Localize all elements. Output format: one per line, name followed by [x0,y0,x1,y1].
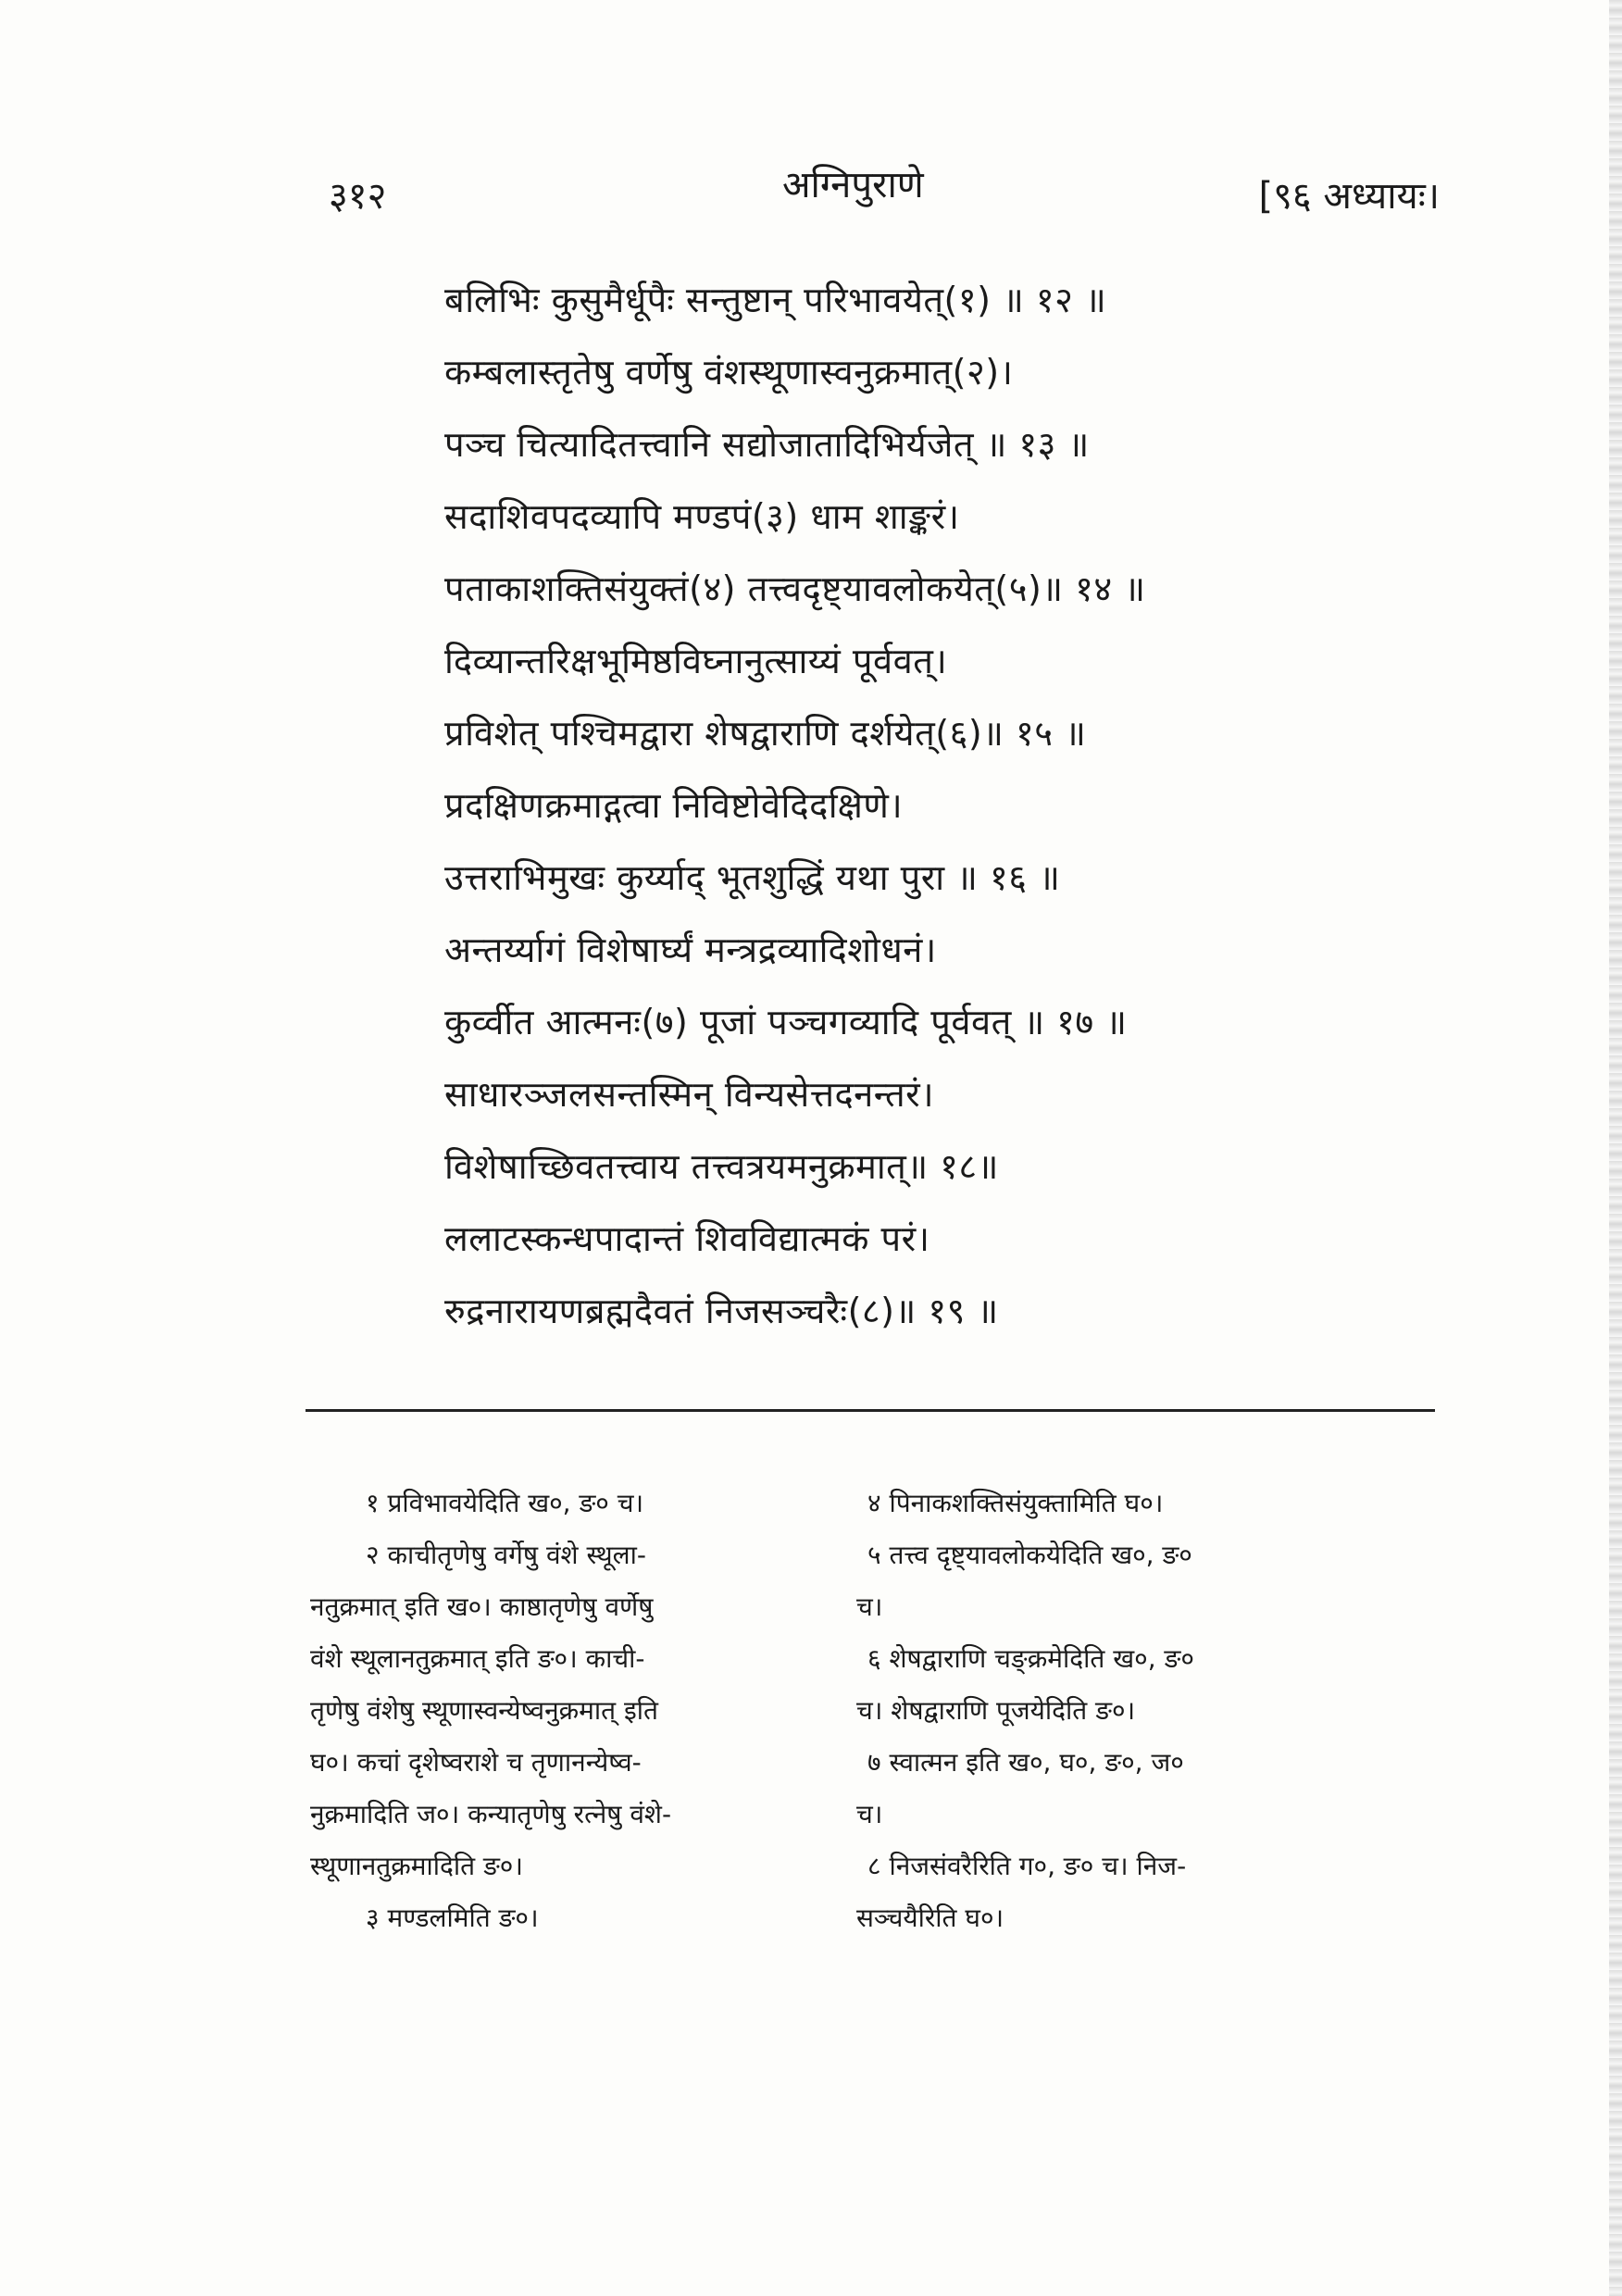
verse-line: कम्बलास्तृतेषु वर्णेषु वंशस्थूणास्वनुक्रमात्(२)। [444,352,1014,393]
page-header [329,157,1440,222]
footnote-line: ६ शेषद्वाराणि चङ्क्रमेदिति ख०, ङ० [867,1643,1194,1674]
footnotes-right-column [856,1478,1412,1944]
footnote-line: २ काचीतृणेषु वर्गेषु वंशे स्थूला- [366,1540,647,1570]
chapter-label: [९६ अध्यायः। [1258,175,1440,218]
verse-line: साधारञ्जलसन्तस्मिन् विन्यसेत्तदनन्तरं। [444,1074,935,1115]
footnote-line: च। [856,1591,883,1622]
verse-block [444,264,1463,1347]
footnote-line: स्थूणानतुक्रमादिति ङ०। [310,1851,523,1881]
footnote-line: १ प्रविभावयेदिति ख०, ङ० च। [366,1488,644,1518]
page-edge-shadow [1609,0,1622,2296]
verse-line: पञ्च चित्यादितत्त्वानि सद्योजातादिभिर्यजेत् ॥ १३ ॥ [444,424,1090,465]
verse-line: कुर्व्वीत आत्मनः(७) पूजां पञ्चगव्यादि पूर्ववत् ॥ १७ ॥ [444,1002,1128,1042]
footnote-line: ४ पिनाकशक्तिसंयुक्तामिति घ०। [867,1488,1164,1518]
verse-line: विशेषाच्छिवतत्त्वाय तत्त्वत्रयमनुक्रमात्॥ १८॥ [444,1146,999,1187]
footnote-divider [306,1409,1435,1412]
verse-line: दिव्यान्तरिक्षभूमिष्ठविघ्नानुत्साय्यं पूर्ववत्। [444,641,948,681]
footnotes-left-column [310,1478,847,1944]
footnote-line: ३ मण्डलमिति ङ०। [366,1903,539,1933]
verse-line: अन्तर्य्यागं विशेषार्घ्यं मन्त्रद्रव्यादिशोधनं। [444,930,937,970]
footnote-line: वंशे स्थूलानतुक्रमात् इति ङ०। काची- [310,1643,645,1674]
verse-line: सदाशिवपदव्यापि मण्डपं(३) धाम शाङ्करं। [444,496,960,537]
verse-line: पताकाशक्तिसंयुक्तं(४) तत्त्वदृष्ट्यावलोकयेत्(५)॥ १४ ॥ [444,568,1146,609]
footnote-line: घ०। कचां दृशेष्वराशे च तृणानन्येष्व- [310,1747,642,1778]
verse-line: बलिभिः कुसुमैर्धूपैः सन्तुष्टान् परिभावयेत्(१) ॥ १२ ॥ [444,280,1107,320]
footnote-line: सञ्चयैरिति घ०। [856,1903,1004,1933]
footnote-line: च। शेषद्वाराणि पूजयेदिति ङ०। [856,1695,1136,1726]
footnote-line: च। [856,1799,883,1829]
verse-line: रुद्रनारायणब्रह्मदैवतं निजसञ्चरैः(८)॥ १९ ॥ [444,1291,999,1331]
footnote-line: तृणेषु वंशेषु स्थूणास्वन्येष्वनुक्रमात् इति [310,1695,658,1726]
footnote-line: नुक्रमादिति ज०। कन्यातृणेषु रत्नेषु वंशे- [310,1799,672,1829]
verse-line: ललाटस्कन्धपादान्तं शिवविद्यात्मकं परं। [444,1218,930,1259]
footnote-line: ८ निजसंवरैरिति ग०, ङ० च। निज- [867,1851,1187,1881]
page-number: ३१२ [329,175,387,218]
footnote-line: ५ तत्त्व दृष्ट्यावलोकयेदिति ख०, ङ० [867,1540,1192,1570]
running-title: अग्निपुराणे [782,164,924,206]
verse-line: प्रदक्षिणक्रमाद्गत्वा निविष्टोवेदिदक्षिणे। [444,785,904,826]
footnote-line: नतुक्रमात् इति ख०। काष्ठातृणेषु वर्णेषु [310,1591,654,1622]
verse-line: प्रविशेत् पश्चिमद्वारा शेषद्वाराणि दर्शयेत्(६)॥ १५ ॥ [444,713,1087,754]
footnote-line: ७ स्वात्मन इति ख०, घ०, ङ०, ज० [867,1747,1184,1778]
verse-line: उत्तराभिमुखः कुर्य्याद् भूतशुद्धिं यथा पुरा ॥ १६ ॥ [444,857,1061,898]
